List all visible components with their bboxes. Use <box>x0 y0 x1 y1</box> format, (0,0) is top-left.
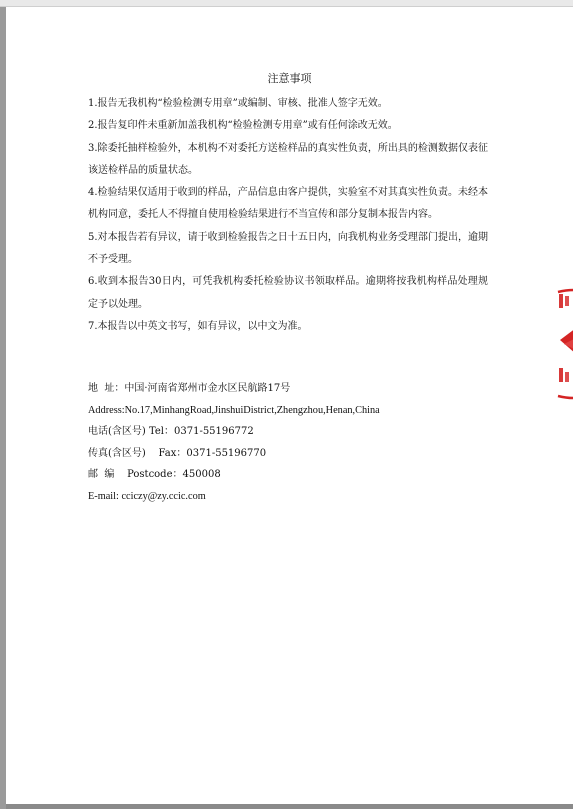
document-page <box>6 7 573 804</box>
telephone: 电话(含区号) Tel：0371-55196772 <box>88 426 254 438</box>
contact-block <box>88 378 508 508</box>
note-item-2: 2.报告复印件未重新加盖我机构“检验检测专用章”或有任何涂改无效。 <box>88 120 398 132</box>
viewer-toolbar <box>0 0 573 7</box>
note-item-4: 4.检验结果仅适用于收到的样品，产品信息由客户提供，实验室不对其真实性负责。未经本机构同意，委托人不得擅自使用检验结果进行不当宣传和部分复制本报告内容。 <box>88 187 488 221</box>
address-cn: 地 址：中国·河南省郑州市金水区民航路17号 <box>88 383 291 394</box>
note-item-7: 7.本报告以中英文书写，如有异议，以中文为准。 <box>88 320 308 332</box>
note-item-5: 5.对本报告若有异议，请于收到检验报告之日十五日内，向我机构业务受理部门提出，逾期不予受理。 <box>88 231 488 266</box>
notes-list <box>88 93 488 338</box>
postcode: 邮 编 Postcode：450008 <box>88 469 221 481</box>
note-item-6: 6.收到本报告30日内，可凭我机构委托检验协议书领取样品。逾期将按我机构样品处理规定予以处理。 <box>88 276 488 310</box>
note-item-3: 3.除委托抽样检验外，本机构不对委托方送检样品的真实性负责，所出具的检测数据仅表征该送检样品的质量状态。 <box>88 142 488 176</box>
fax: 传真(含区号) Fax：0371-55196770 <box>88 447 267 459</box>
seal-stamp-icon <box>556 288 573 400</box>
address-en: Address:No.17,MinhangRoad,JinshuiDistrict,Zhengzhou,Henan,China <box>88 404 380 416</box>
note-item-1: 1.报告无我机构“检验检测专用章”或编制、审核、批准人签字无效。 <box>88 98 388 109</box>
page-bottom-edge <box>6 804 573 809</box>
page-title: 注意事项 <box>267 72 312 85</box>
email: E-mail: cciczy@zy.ccic.com <box>88 490 206 502</box>
